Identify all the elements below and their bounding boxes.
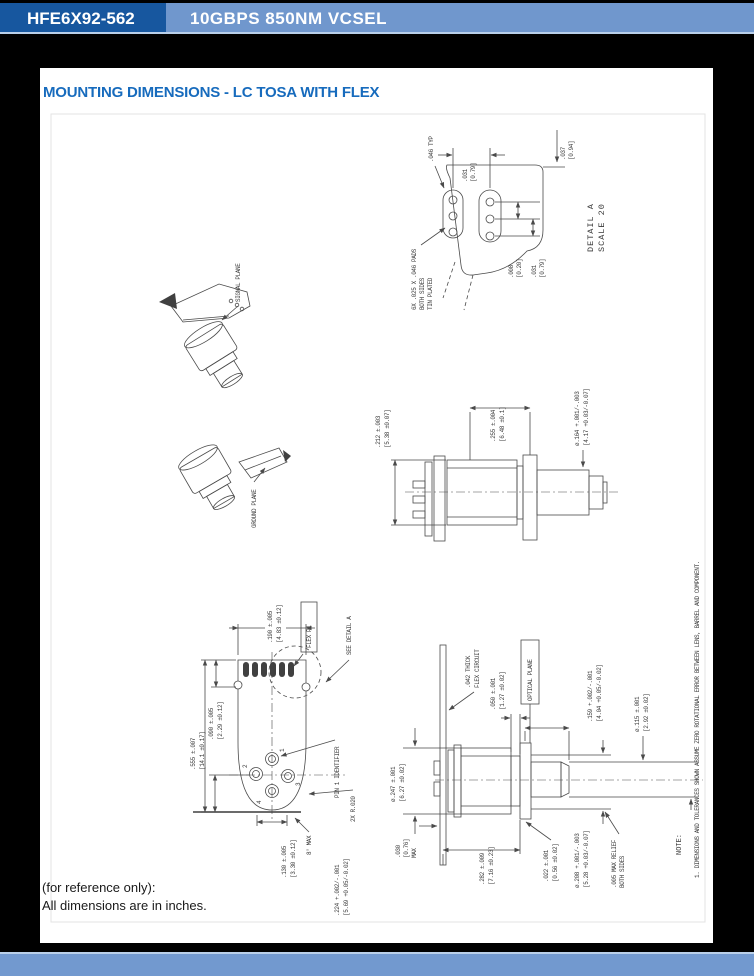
flex-length-dim-in: .555 ±.007 xyxy=(190,737,197,770)
note-text: 1. DIMENSIONS AND TOLERANCES SHOWN ASSUME ZERO ROTATIONAL ERROR BETWEEN LENS, BARREL AND COMPONENT. xyxy=(694,561,701,878)
barrel-len-dim-in: .255 ±.004 xyxy=(490,409,497,442)
flex-radius-label: 2X R.020 xyxy=(350,796,357,822)
detail-a-pitch-dim-in: .031 xyxy=(462,169,469,182)
pin-number-1: 1 xyxy=(279,748,286,752)
side-relief-line2: BOTH SIDES xyxy=(619,855,626,888)
tosa-side-view xyxy=(390,640,703,888)
flex-tip-dim-in: .224 +.002/-.001 xyxy=(334,864,341,916)
barrel-dia-dim-in: .212 ±.003 xyxy=(375,415,382,448)
side-collar-dim-in: ø.208 +.001/-.003 xyxy=(574,833,581,888)
flex-tail-dim-in: .130 ±.005 xyxy=(281,845,288,878)
detail-a-title: DETAIL A xyxy=(586,203,596,252)
detail-a-note-line2: BOTH SIDES xyxy=(419,277,426,310)
datasheet-body xyxy=(40,68,713,943)
flex-top-view xyxy=(190,602,357,916)
side-offset-dim-mm: [1.27 ±0.02] xyxy=(499,671,506,710)
side-relief-line1: .005 MAX RELIEF xyxy=(611,839,618,888)
ground-plane-label: GROUND PLANE xyxy=(251,489,258,528)
optical-plane-label: OPTICAL PLANE xyxy=(527,659,534,701)
barrel-len-dim-mm: [6.48 ±0.1] xyxy=(499,406,506,442)
side-body-len-dim-mm: [7.16 ±0.23] xyxy=(488,846,495,885)
pin-number-4: 4 xyxy=(256,800,263,804)
flex-length-dim-mm: [14.1 ±0.17] xyxy=(199,731,206,770)
product-title: 10GBPS 850NM VCSEL xyxy=(190,9,388,28)
pin-number-3: 3 xyxy=(295,782,302,786)
iso-ground-view xyxy=(175,440,291,528)
barrel-side-view xyxy=(375,388,621,541)
side-flange-dim-mm: [0.56 ±0.02] xyxy=(552,843,559,882)
iso-signal-view xyxy=(159,263,253,396)
side-flex-max-mm: [0.76] xyxy=(403,838,410,858)
detail-a-pitch-dim-mm: [0.79] xyxy=(470,162,477,182)
barrel-nose-dim-mm: [4.17 +0.03/-0.07] xyxy=(583,388,590,446)
barrel-dia-dim-mm: [5.38 ±0.07] xyxy=(384,409,391,448)
footnote-line2: All dimensions are in inches. xyxy=(42,898,207,913)
pin-number-2: 2 xyxy=(242,764,249,768)
side-flex-max-suffix: MAX xyxy=(411,848,418,858)
detail-a-edge-dim-in: .037 xyxy=(560,147,567,160)
note-block xyxy=(676,561,701,878)
detail-a-note-line3: TIN PLATED xyxy=(427,277,434,310)
flex-width-dim-mm: [4.83 ±0.12] xyxy=(276,604,283,643)
technical-drawing xyxy=(43,110,713,926)
detail-a-gap-dim-mm: [0.20] xyxy=(516,258,523,278)
detail-a-scale: SCALE 20 xyxy=(597,203,607,252)
note-label: NOTE: xyxy=(676,833,684,855)
side-body-dia-dim-mm: [6.27 ±0.02] xyxy=(399,763,406,802)
barrel-nose-dim-in: ø.164 +.001/-.003 xyxy=(574,391,581,446)
side-body-len-dim-in: .282 ±.009 xyxy=(479,852,486,885)
side-flex-max-in: .030 xyxy=(395,845,402,858)
detail-a-pad-dim-in: .031 xyxy=(531,265,538,278)
flex-width-dim-in: .190 ±.005 xyxy=(267,610,274,643)
side-nose-dia-dim-in: ø.115 ±.001 xyxy=(634,696,641,732)
flex-pad-edge-dim-mm: [2.29 ±0.12] xyxy=(217,701,224,740)
flex-tip-dim-mm: [5.69 +0.05/-0.02] xyxy=(343,858,350,916)
detail-a-gap-dim-in: .008 xyxy=(508,265,515,278)
detail-a-note-line1: 6X .025 X .046 PADS xyxy=(411,249,418,310)
flex-tag-label: FLEX P1 xyxy=(306,625,313,648)
detail-a-edge-dim-mm: [0.94] xyxy=(568,140,575,160)
signal-plane-label: SIGNAL PLANE xyxy=(235,263,242,302)
flex-thickness-line1: .042 THICK xyxy=(465,655,472,688)
product-title-bar xyxy=(166,3,754,34)
flex-tail-dim-mm: [3.30 ±0.12] xyxy=(290,839,297,878)
flex-angle-max-label: 8° MAX xyxy=(306,835,313,855)
side-flange-dim-in: .022 ±.001 xyxy=(543,849,550,882)
side-body-dia-dim-in: ø.247 ±.001 xyxy=(390,766,397,802)
flex-pad-edge-dim-in: .090 ±.005 xyxy=(208,707,215,740)
side-collar-dim-mm: [5.28 +0.03/-0.07] xyxy=(583,830,590,888)
part-number: HFE6X92-562 xyxy=(27,9,135,28)
section-title: MOUNTING DIMENSIONS - LC TOSA WITH FLEX xyxy=(43,84,380,101)
footnote-line1: (for reference only): xyxy=(42,880,156,895)
page-header xyxy=(0,3,754,34)
detail-a-drawing xyxy=(411,130,607,310)
detail-a-pad-dim-mm: [0.79] xyxy=(539,258,546,278)
pin1-identifier-label: PIN 1 IDENTIFIER xyxy=(334,746,341,798)
see-detail-a-label: SEE DETAIL A xyxy=(346,616,353,655)
bottom-bar xyxy=(0,952,754,976)
flex-thickness-line2: FLEX CIRCUIT xyxy=(474,649,481,688)
detail-a-typ-dim: .046 TYP xyxy=(428,136,435,162)
side-offset-dim-in: .050 ±.001 xyxy=(490,677,497,710)
side-opt-dim-in: .159 +.002/-.001 xyxy=(587,670,594,722)
part-number-badge xyxy=(0,3,166,34)
side-nose-dia-dim-mm: [2.92 ±0.02] xyxy=(643,693,650,732)
side-opt-dim-mm: [4.04 +0.05/-0.02] xyxy=(596,664,603,722)
